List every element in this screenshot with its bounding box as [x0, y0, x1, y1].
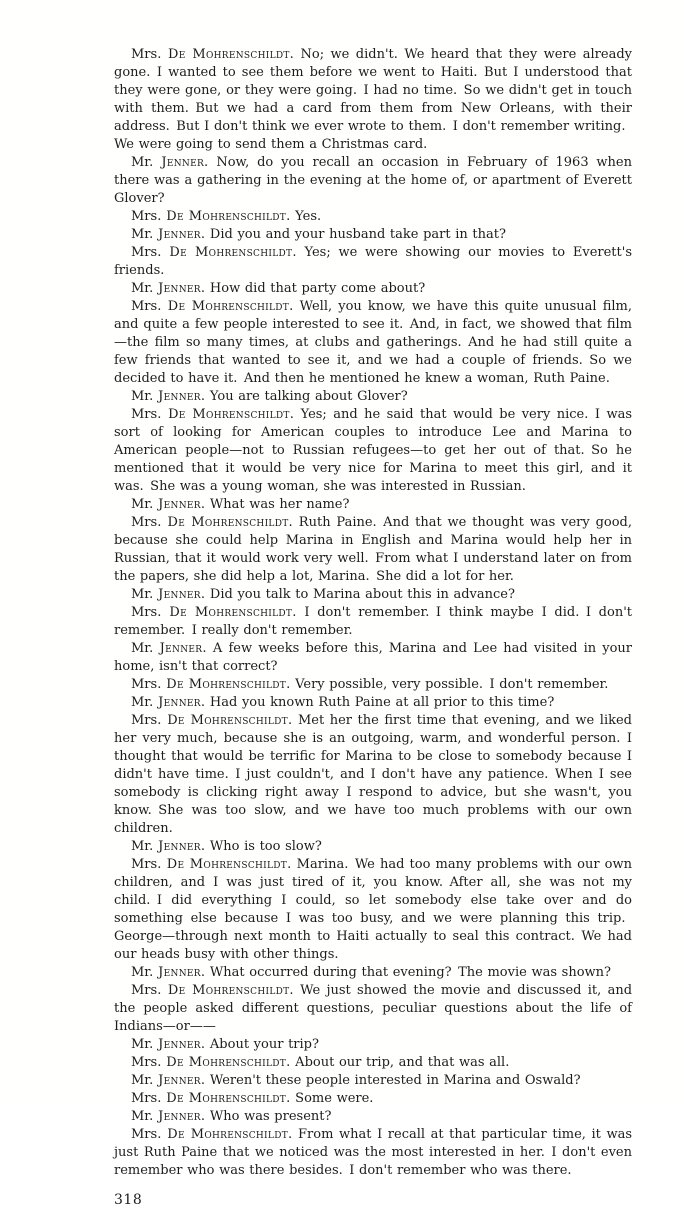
- speech-text: About our trip, and that was all.: [290, 1055, 510, 1070]
- transcript-paragraph: [114, 712, 632, 838]
- speech-text: Weren't these people interested in Marina and Oswald?: [205, 1073, 581, 1088]
- speaker-name: Jenner.: [153, 587, 206, 602]
- transcript-paragraph: [114, 982, 632, 1036]
- speaker-prefix: Mr.: [131, 1073, 154, 1088]
- speaker-name: De Mohrenschildt.: [161, 677, 291, 692]
- speech-text: Well, you know, we have this quite unusual film, and quite a few people interested to see it. And, in fact, we showed that film—the film so many times, at clubs and gatherings. And he had still quite a few friends that wanted to see it, and we had a couple of friends. So we decided to have it. And then he mentioned he knew a woman, Ruth Paine.: [114, 299, 633, 386]
- speech-text: Marina. We had too many problems with our own children, and I was just tired of it, you know. After all, she was not my child. I did everything I could, so let somebody else take over and do something else because I was too busy, and we were planning this trip. George—through next month to Haiti actually to seal this contract. We had our heads busy with other things.: [114, 857, 632, 962]
- speech-text: We just showed the movie and discussed it, and the people asked different questions, peculiar questions about the life of Indians—or——: [114, 983, 633, 1034]
- speaker-prefix: Mr.: [131, 281, 154, 296]
- speaker-name: De Mohrenschildt.: [161, 299, 294, 314]
- speaker-prefix: Mr.: [131, 965, 154, 980]
- speech-text: Very possible, very possible. I don't remember.: [290, 677, 609, 692]
- speech-text: Had you known Ruth Paine at all prior to this time?: [205, 695, 555, 710]
- speech-text: A few weeks before this, Marina and Lee had visited in your home, isn't that correct?: [114, 641, 632, 674]
- speaker-name: De Mohrenschildt.: [161, 515, 293, 530]
- speaker-name: Jenner.: [153, 497, 206, 512]
- transcript-paragraph: [114, 640, 632, 676]
- transcript-paragraph: [114, 208, 632, 226]
- speech-text: Who is too slow?: [205, 839, 322, 854]
- speech-text: No; we didn't. We heard that they were already gone. I wanted to see them before we went to Haiti. But I understood that they were gone, or they were going. I had no time. So we didn't get in touch with them. But we had a card from them from New Orleans, with their address. But I don't think we ever wrote to them. I don't remember writing. We were going to send them a Christmas card.: [114, 47, 632, 152]
- speech-text: What occurred during that evening? The movie was shown?: [205, 965, 611, 980]
- transcript-paragraph: [114, 1090, 632, 1108]
- speaker-name: De Mohrenschildt.: [161, 209, 291, 224]
- speaker-prefix: Mr.: [131, 587, 154, 602]
- speaker-prefix: Mr.: [131, 497, 154, 512]
- speaker-prefix: Mr.: [131, 641, 154, 656]
- transcript-paragraph: [114, 298, 632, 388]
- speech-text: From what I recall at that particular time, it was just Ruth Paine that we noticed was the most interested in her. I don't even remember who was there besides. I don't remember who was there.: [114, 1127, 632, 1178]
- speaker-name: Jenner.: [153, 389, 206, 404]
- speech-text: Some were.: [290, 1091, 374, 1106]
- speaker-prefix: Mrs.: [131, 857, 162, 872]
- speaker-name: De Mohrenschildt.: [161, 983, 294, 998]
- speaker-prefix: Mr.: [131, 1037, 154, 1052]
- speaker-name: De Mohrenschildt.: [161, 1127, 293, 1142]
- transcript-paragraph: [114, 1036, 632, 1054]
- speaker-prefix: Mrs.: [131, 515, 162, 530]
- speaker-name: Jenner.: [153, 965, 206, 980]
- speaker-name: Jenner.: [153, 155, 209, 170]
- speech-text: Met her the first time that evening, and we liked her very much, because she is an outgoing, warm, and wonderful person. I thought that would be terrific for Marina to be close to somebody because I didn't have time. I just couldn't, and I don't have any patience. When I see somebody is clicking right away I respond to advice, but she wasn't, you know. She was too slow, and we have too much problems with our own children.: [114, 713, 632, 836]
- transcript-paragraph: [114, 838, 632, 856]
- speaker-name: Jenner.: [153, 1109, 206, 1124]
- speaker-name: Jenner.: [153, 641, 207, 656]
- speech-text: What was her name?: [205, 497, 350, 512]
- speaker-prefix: Mr.: [131, 695, 154, 710]
- speaker-name: Jenner.: [153, 227, 206, 242]
- speaker-prefix: Mrs.: [131, 983, 162, 998]
- speech-text: I don't remember. I think maybe I did. I don't remember. I really don't remember.: [114, 605, 632, 638]
- speaker-name: De Mohrenschildt.: [161, 245, 297, 260]
- transcript-paragraph: [114, 280, 632, 298]
- speaker-name: De Mohrenschildt.: [161, 1055, 291, 1070]
- transcript-paragraph: [114, 388, 632, 406]
- speech-text: Did you talk to Marina about this in advance?: [205, 587, 515, 602]
- transcript-paragraph: [114, 604, 632, 640]
- speaker-prefix: Mrs.: [131, 47, 162, 62]
- transcript-paragraph: [114, 1108, 632, 1126]
- speaker-name: Jenner.: [153, 839, 206, 854]
- speaker-name: De Mohrenschildt.: [161, 1091, 291, 1106]
- speech-text: Ruth Paine. And that we thought was very good, because she could help Marina in English and Marina would help her in Russian, that it would work very well. From what I understand later on from the papers, she did help a lot, Marina. She did a lot for her.: [114, 515, 632, 584]
- speaker-name: De Mohrenschildt.: [161, 407, 295, 422]
- speech-text: Who was present?: [205, 1109, 332, 1124]
- transcript-paragraph: [114, 964, 632, 982]
- speaker-name: Jenner.: [153, 1073, 206, 1088]
- speaker-prefix: Mr.: [131, 389, 154, 404]
- speaker-prefix: Mrs.: [131, 299, 162, 314]
- speaker-prefix: Mrs.: [131, 677, 162, 692]
- speech-text: Now, do you recall an occasion in February of 1963 when there was a gathering in the evening at the home of, or apartment of Everett Glover?: [114, 155, 632, 206]
- transcript-paragraph: [114, 406, 632, 496]
- speaker-prefix: Mrs.: [131, 1127, 162, 1142]
- speaker-name: De Mohrenschildt.: [161, 47, 295, 62]
- transcript-paragraph: [114, 694, 632, 712]
- speech-text: Yes; we were showing our movies to Everett's friends.: [114, 245, 632, 278]
- speaker-name: De Mohrenschildt.: [161, 857, 292, 872]
- speech-text: How did that party come about?: [205, 281, 426, 296]
- transcript-paragraph: [114, 154, 632, 208]
- speaker-prefix: Mrs.: [131, 1055, 162, 1070]
- speech-text: About your trip?: [205, 1037, 319, 1052]
- speaker-name: De Mohrenschildt.: [161, 605, 297, 620]
- speaker-name: De Mohrenschildt.: [161, 713, 293, 728]
- speaker-name: Jenner.: [153, 695, 206, 710]
- transcript-paragraph: [114, 586, 632, 604]
- speaker-prefix: Mrs.: [131, 713, 162, 728]
- speaker-prefix: Mr.: [131, 155, 154, 170]
- page-number: 318: [114, 1192, 143, 1208]
- speaker-prefix: Mrs.: [131, 605, 162, 620]
- speech-text: Yes; and he said that would be very nice. I was sort of looking for American couples to introduce Lee and Marina to American people—not to Russian refugees—to get her out of that. So he mentioned that it would be very nice for Marina to meet this girl, and it was. She was a young woman, she was interested in Russian.: [114, 407, 632, 494]
- speech-text: Yes.: [290, 209, 322, 224]
- speaker-prefix: Mrs.: [131, 209, 162, 224]
- transcript-paragraph: [114, 46, 632, 154]
- speaker-name: Jenner.: [153, 281, 206, 296]
- transcript-paragraph: [114, 496, 632, 514]
- speaker-prefix: Mrs.: [131, 245, 162, 260]
- transcript-paragraph: [114, 1054, 632, 1072]
- speech-text: Did you and your husband take part in that?: [205, 227, 506, 242]
- transcript-paragraph: [114, 856, 632, 964]
- speaker-prefix: Mr.: [131, 839, 154, 854]
- transcript-body: [114, 46, 632, 1209]
- speaker-prefix: Mr.: [131, 227, 154, 242]
- speaker-prefix: Mrs.: [131, 407, 162, 422]
- transcript-paragraph: [114, 676, 632, 694]
- speaker-prefix: Mrs.: [131, 1091, 162, 1106]
- transcript-paragraph: [114, 226, 632, 244]
- transcript-paragraph: [114, 1072, 632, 1090]
- speaker-name: Jenner.: [153, 1037, 206, 1052]
- speaker-prefix: Mr.: [131, 1109, 154, 1124]
- speech-text: You are talking about Glover?: [205, 389, 408, 404]
- transcript-paragraph: [114, 514, 632, 586]
- transcript-paragraph: [114, 1126, 632, 1180]
- transcript-paragraph: [114, 244, 632, 280]
